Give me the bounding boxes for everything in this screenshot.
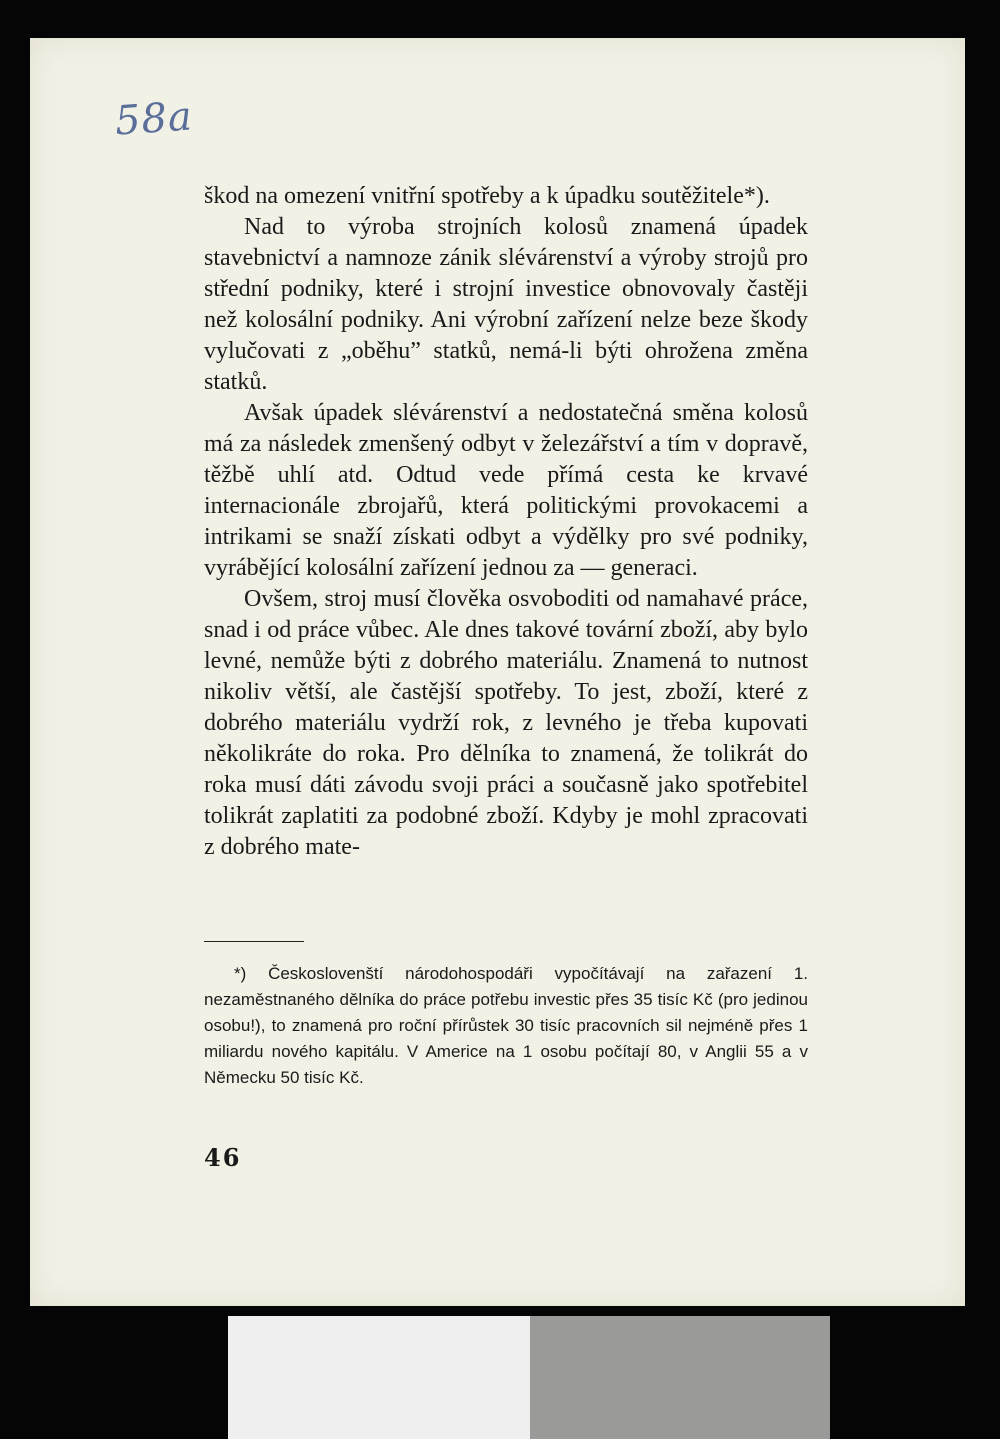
page-number: 46 bbox=[204, 1143, 242, 1172]
gray-reference-card bbox=[530, 1316, 830, 1439]
footnotes bbox=[204, 961, 808, 1091]
handwritten-annotation: 58a bbox=[113, 93, 195, 145]
footnote-1: *) Českoslovenští národohospodáři vypočítávají na zařazení 1. nezaměstnaného dělníka do práce potřebu investic přes 35 tisíc Kč (pro jedinou osobu!), to znamená pro roční přírůstek 30 tisíc pracovních sil nejméně přes 1 miliardu nového kapitálu. V Americe na 1 osobu počítají 80, v Anglii 55 a v Německu 50 tisíc Kč. bbox=[204, 964, 808, 1087]
book-page bbox=[30, 38, 965, 1306]
paragraph-1: škod na omezení vnitřní spotřeby a k úpadku soutěžitele*). bbox=[204, 183, 770, 209]
paragraph-3: Avšak úpadek slévárenství a nedostatečná směna kolosů má za následek zmenšený odbyt v železářství a tím v dopravě, těžbě uhlí atd. Odtud vede přímá cesta ke krvavé internacionále zbrojařů, která politickými provokacemi a intrikami se snaží získati odbyt a výdělky pro své podniky, vyrábějící kolosální zařízení jednou za — generaci. bbox=[204, 400, 808, 581]
footnote-divider bbox=[204, 941, 304, 942]
paragraph-4: Ovšem, stroj musí člověka osvoboditi od namahavé práce, snad i od práce vůbec. Ale dnes takové tovární zboží, aby bylo levné, nemůže býti z dobrého materiálu. Znamená to nutnost nikoliv větší, ale častější spotřeby. To jest, zboží, které z dobrého materiálu vydrží rok, z levného je třeba kupovati několikráte do roka. Pro dělníka to znamená, že tolikrát do roka musí dáti závodu svoji práci a současně jako spotřebitel tolikrát zaplatiti za podobné zboží. Kdyby je mohl zpracovati z dobrého mate- bbox=[204, 586, 808, 860]
white-reference-card bbox=[228, 1316, 530, 1439]
paragraph-2: Nad to výroba strojních kolosů znamená úpadek stavebnictví a namnoze zánik slévárenství a výroby strojů pro střední podniky, které i strojní investice obnovovaly častěji než kolosální podniky. Ani výrobní zařízení nelze beze škody vylučovati z „oběhu” statků, nemá-li býti ohrožena změna statků. bbox=[204, 214, 808, 395]
body-text bbox=[204, 181, 808, 863]
